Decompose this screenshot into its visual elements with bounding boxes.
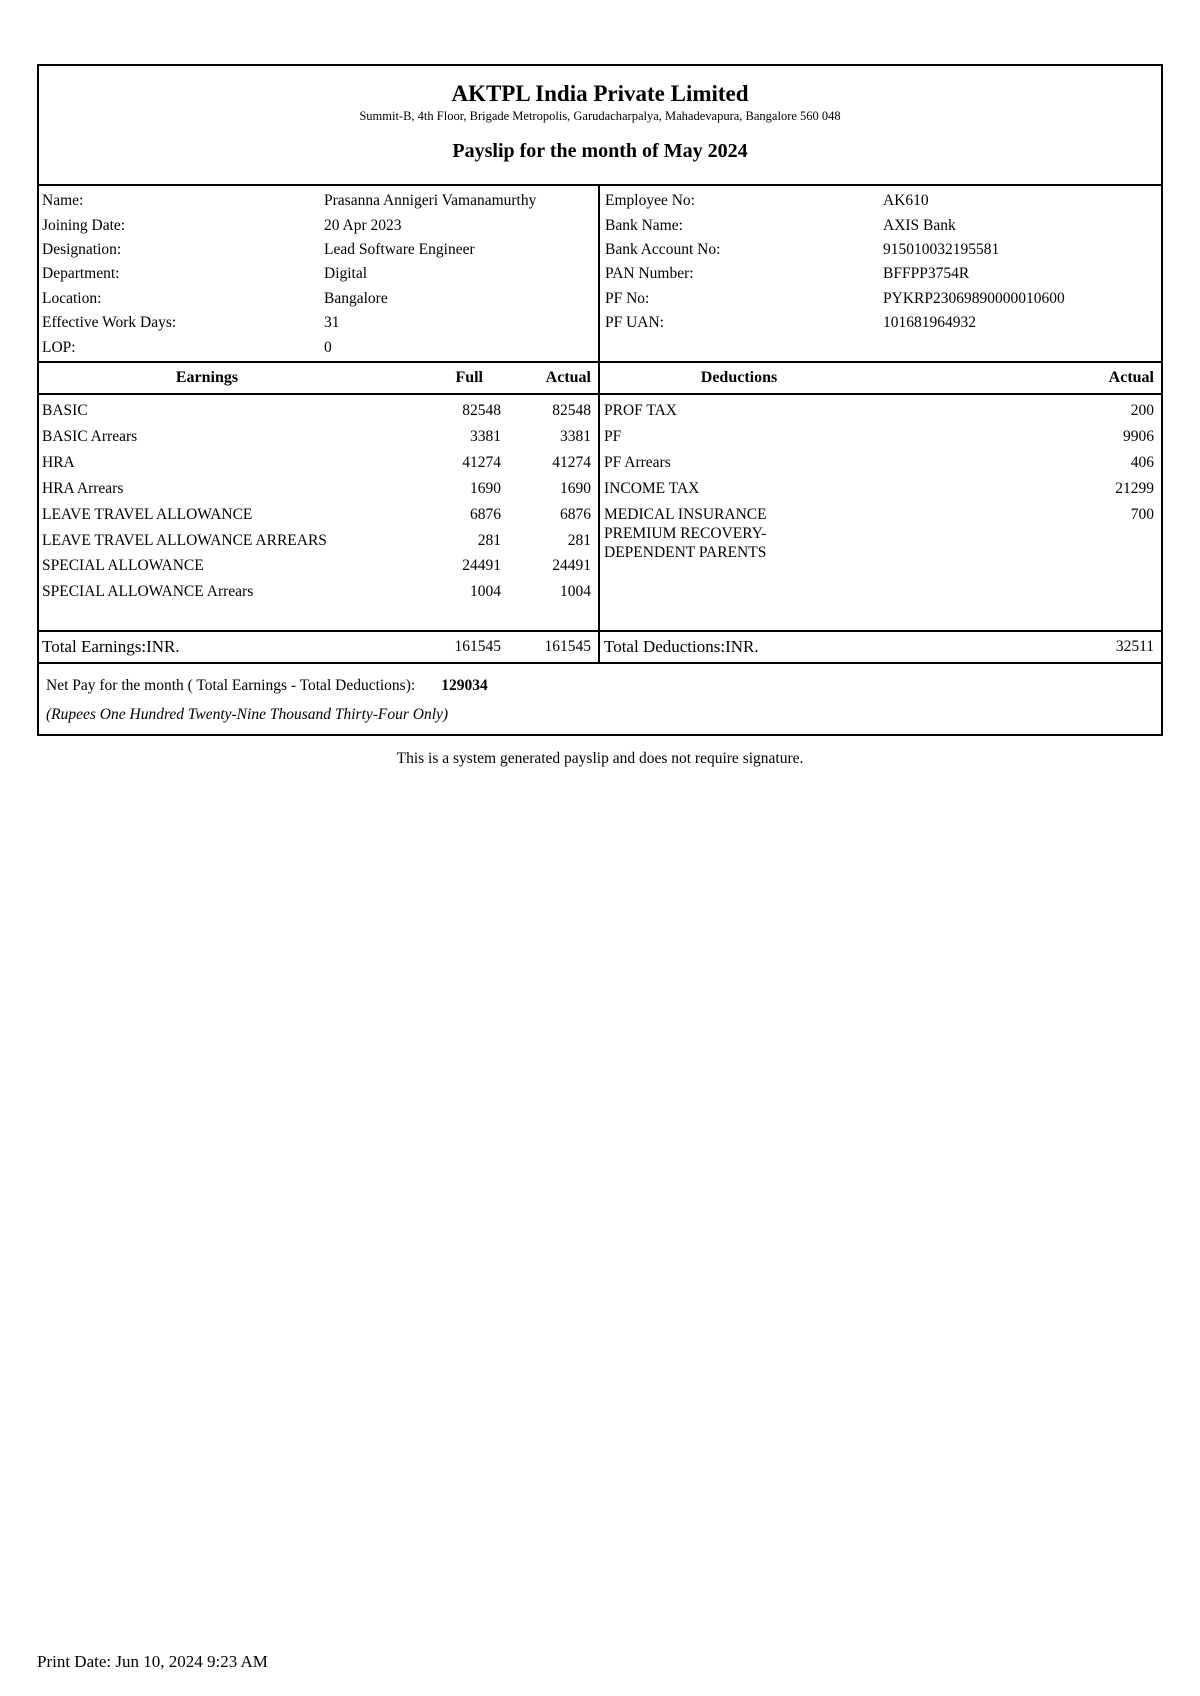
deduction-actual: 21299 [1115,479,1154,497]
earnings-deductions [39,363,1161,664]
earning-actual: 281 [567,531,591,549]
info-value: 20 Apr 2023 [324,216,402,234]
earning-actual: 3381 [560,427,591,445]
table-row [39,424,598,450]
earning-name: HRA [42,453,75,471]
info-row [42,311,598,335]
net-pay-amount: 129034 [441,676,488,694]
info-label: Location: [42,289,102,307]
company-address: Summit-B, 4th Floor, Brigade Metropolis, Garudacharpalya, Mahadevapura, Bangalore 560 048 [359,109,841,123]
earnings-heading: Earnings [175,368,239,386]
info-value: Digital [324,265,368,283]
payslip-title: Payslip for the month of May 2024 [452,140,748,162]
earning-full: 6876 [470,505,501,523]
info-label: Employee No: [605,192,695,210]
deduction-name: INCOME TAX [604,479,700,497]
earning-name: LEAVE TRAVEL ALLOWANCE ARREARS [42,531,327,549]
earnings-header [39,363,598,395]
info-row [42,262,598,286]
system-note: This is a system generated payslip and does not require signature. [396,750,804,767]
info-row [603,189,1161,213]
earnings-total [39,630,598,664]
table-row [39,502,598,528]
info-label: LOP: [42,338,76,356]
earning-actual: 24491 [552,556,591,574]
payslip-header [39,66,1161,186]
earning-name: HRA Arrears [42,479,124,497]
earning-actual: 41274 [552,453,591,471]
info-row [42,213,598,237]
earning-full: 41274 [462,453,501,471]
earning-full: 82548 [462,401,501,419]
payslip [37,64,1163,736]
deduction-name: PROF TAX [604,401,677,419]
info-value: 31 [324,314,340,332]
earning-full: 24491 [462,556,501,574]
net-pay-label: Net Pay for the month ( Total Earnings - Total Deductions): [46,676,416,694]
deductions-actual-heading: Actual [1108,368,1154,386]
employee-info [39,186,1161,363]
print-date: Print Date: Jun 10, 2024 9:23 AM [37,1652,268,1671]
table-row [39,528,598,553]
total-deductions-label: Total Deductions:INR. [604,636,759,656]
earning-full: 3381 [470,427,501,445]
info-row [603,262,1161,286]
info-value: 0 [324,338,332,356]
employee-info-right [600,186,1161,361]
info-value: Prasanna Annigeri Vamanamurthy [324,192,537,210]
table-row [600,424,1161,450]
deduction-name: PF [604,427,622,445]
table-row [39,579,598,605]
table-row [39,553,598,579]
total-deductions-actual: 32511 [1115,637,1154,655]
info-label: PF No: [605,289,650,307]
earning-actual: 1004 [560,582,591,600]
earning-actual: 1690 [560,479,591,497]
total-earnings-label: Total Earnings:INR. [42,636,180,656]
deduction-actual: 700 [1130,505,1154,523]
earning-name: BASIC [42,401,88,419]
info-row [42,335,598,359]
deduction-name: PF Arrears [604,453,671,471]
info-value: AK610 [883,192,929,210]
deductions-body [600,395,1161,630]
total-earnings-actual: 161545 [544,637,591,655]
table-row [600,476,1161,502]
total-earnings-full: 161545 [454,637,501,655]
info-row [42,189,598,213]
earning-full: 281 [477,531,501,549]
earning-actual: 6876 [560,505,591,523]
info-row [603,287,1161,311]
info-row [42,238,598,262]
info-label: Designation: [42,240,122,258]
info-value: Bangalore [324,289,388,307]
earning-name: BASIC Arrears [42,427,138,445]
deduction-actual: 200 [1130,401,1154,419]
company-name: AKTPL India Private Limited [451,81,749,106]
deduction-actual: 9906 [1123,427,1154,445]
full-heading: Full [455,368,483,386]
earning-name: SPECIAL ALLOWANCE [42,556,204,574]
info-row [603,213,1161,237]
table-row [600,398,1161,424]
earning-name: LEAVE TRAVEL ALLOWANCE [42,505,253,523]
net-pay-words: (Rupees One Hundred Twenty-Nine Thousand Thirty-Four Only) [46,705,449,723]
earnings-table [39,363,600,664]
info-value: Lead Software Engineer [324,240,475,258]
deduction-name: MEDICAL INSURANCE PREMIUM RECOVERY-DEPENDENT PARENTS [604,505,767,561]
info-label: PAN Number: [605,265,694,283]
info-label: PF UAN: [605,314,665,332]
deductions-header [600,363,1161,395]
info-row [42,287,598,311]
earning-full: 1004 [470,582,501,600]
earning-name: SPECIAL ALLOWANCE Arrears [42,582,254,600]
info-label: Department: [42,265,120,283]
info-label: Bank Name: [605,216,683,234]
info-label: Name: [42,192,84,210]
table-row [39,398,598,424]
employee-info-left [39,186,600,361]
info-value: 101681964932 [883,314,976,332]
net-pay-line [46,672,1161,700]
table-row [600,502,1161,565]
info-row [603,238,1161,262]
info-value: BFFPP3754R [883,265,970,283]
info-label: Effective Work Days: [42,314,177,332]
table-row [39,450,598,476]
earnings-body [39,395,598,630]
earning-actual: 82548 [552,401,591,419]
deductions-heading: Deductions [700,368,778,386]
earning-full: 1690 [470,479,501,497]
info-label: Bank Account No: [605,240,721,258]
table-row [39,476,598,502]
deductions-table [600,363,1161,664]
net-pay [39,664,1161,734]
info-value: PYKRP23069890000010600 [883,289,1065,307]
info-row [603,311,1161,335]
deduction-actual: 406 [1130,453,1154,471]
info-label: Joining Date: [42,216,126,234]
deductions-total [600,630,1161,664]
table-row [600,450,1161,476]
info-value: AXIS Bank [883,216,956,234]
actual-heading: Actual [545,368,591,386]
info-value: 915010032195581 [883,240,1000,258]
